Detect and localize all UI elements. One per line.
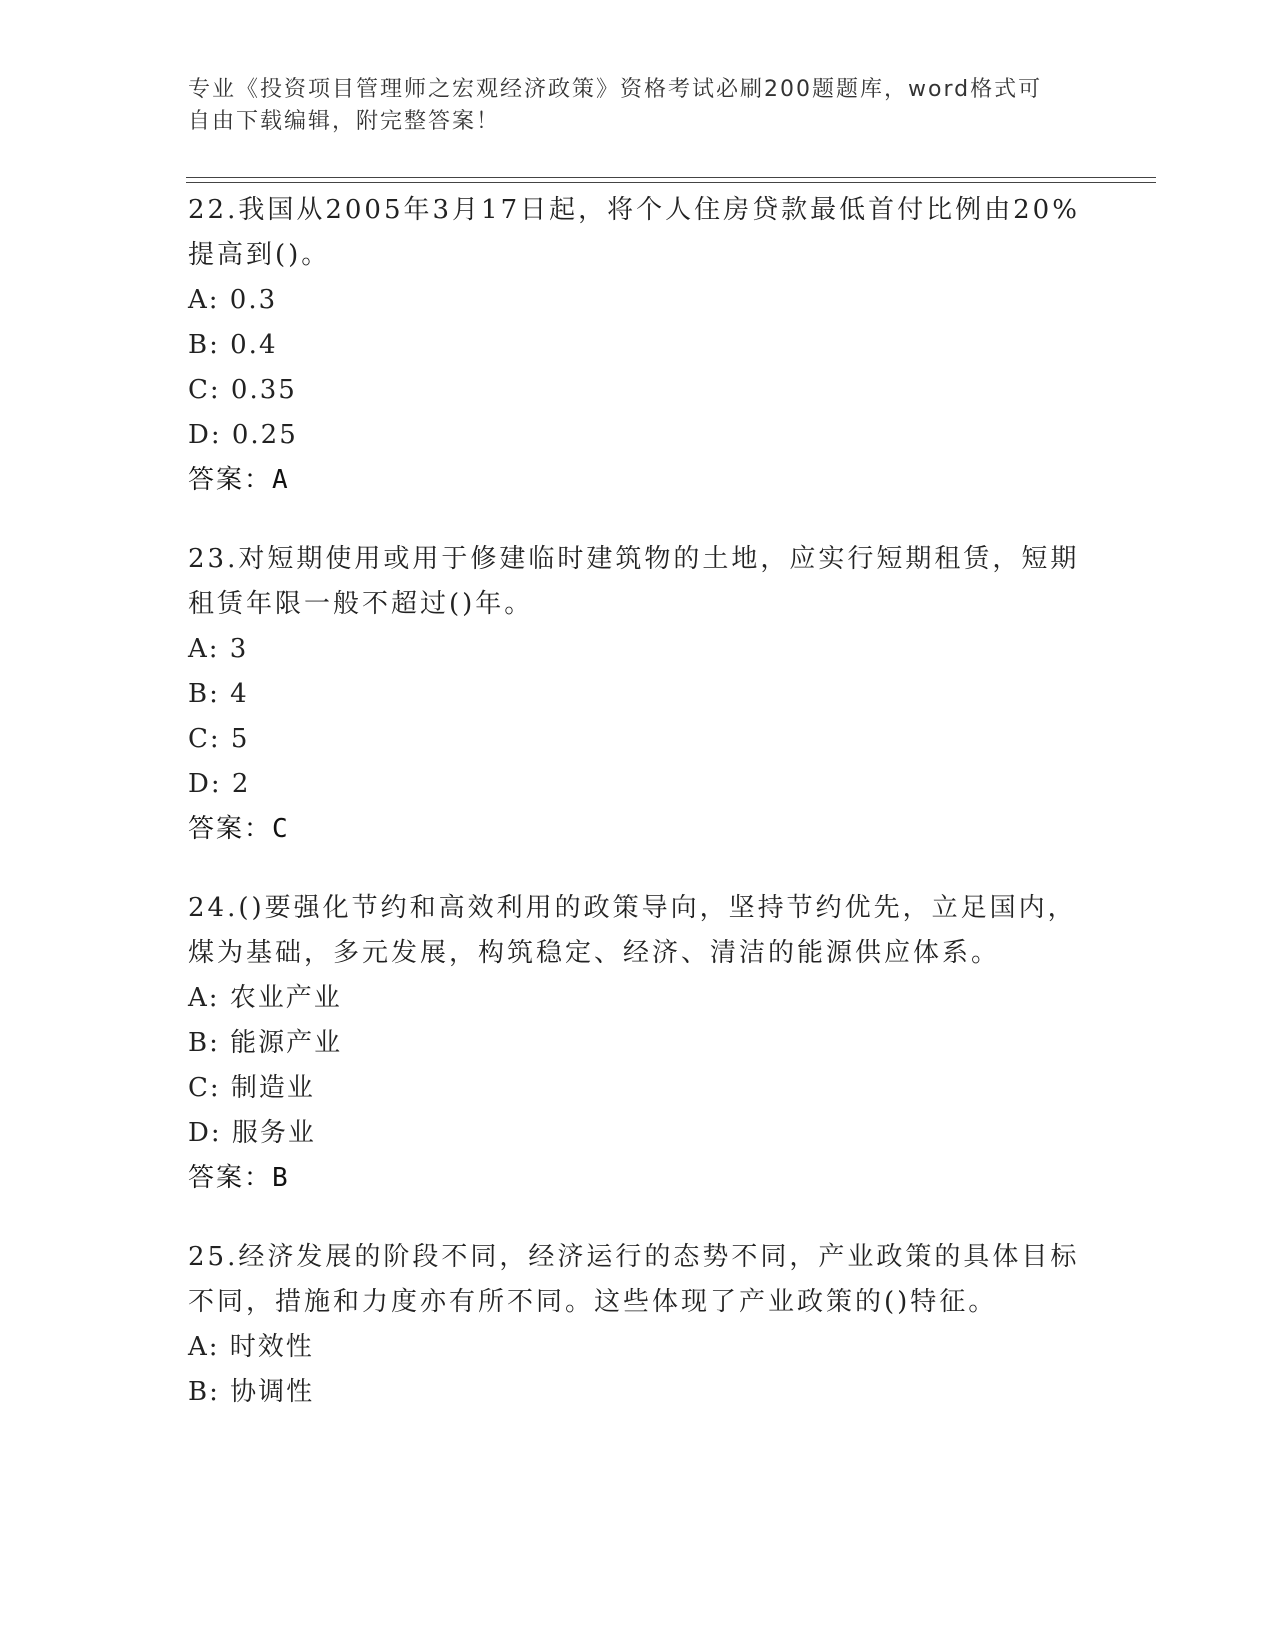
answer-value: C (272, 814, 288, 844)
question-stem-line-1: 24.()要强化节约和高效利用的政策导向，坚持节约优先，立足国内， (188, 893, 1077, 923)
option-d: D: 0.25 (188, 420, 298, 450)
option-d: D: 2 (188, 769, 251, 799)
answer-line (188, 1156, 1088, 1201)
option-a: A: 0.3 (188, 285, 278, 315)
question-stem-line-1: 25.经济发展的阶段不同，经济运行的态势不同，产业政策的具体目标 (188, 1242, 1080, 1272)
option-b: B: 协调性 (188, 1377, 315, 1407)
option-a: A: 农业产业 (188, 983, 342, 1013)
header-line-2: 自由下载编辑，附完整答案！ (188, 109, 501, 134)
option-a: A: 3 (188, 634, 249, 664)
question-stem-line-2: 煤为基础，多元发展，构筑稳定、经济、清洁的能源供应体系。 (188, 938, 1001, 968)
document-header (188, 74, 1068, 138)
header-divider-top (186, 177, 1156, 178)
question-23 (188, 537, 1088, 852)
option-d: D: 服务业 (188, 1118, 316, 1148)
answer-label: 答案： (188, 814, 273, 844)
answer-label: 答案： (188, 1163, 273, 1193)
header-line-1: 专业《投资项目管理师之宏观经济政策》资格考试必刷200题题库，word格式可 (188, 77, 1043, 102)
question-25 (188, 1235, 1088, 1415)
option-b: B: 4 (188, 679, 249, 709)
question-stem-line-2: 租赁年限一般不超过()年。 (188, 589, 534, 619)
question-22 (188, 188, 1088, 503)
answer-value: A (272, 465, 288, 495)
answer-line (188, 807, 1088, 852)
answer-label: 答案： (188, 465, 273, 495)
answer-value: B (272, 1163, 288, 1193)
option-c: C: 5 (188, 724, 250, 754)
question-stem-line-2: 提高到()。 (188, 240, 331, 270)
option-c: C: 制造业 (188, 1073, 315, 1103)
question-24 (188, 886, 1088, 1201)
option-b: B: 0.4 (188, 330, 278, 360)
question-stem-line-1: 23.对短期使用或用于修建临时建筑物的土地，应实行短期租赁，短期 (188, 544, 1080, 574)
header-divider-bottom (186, 182, 1156, 183)
option-a: A: 时效性 (188, 1332, 314, 1362)
option-c: C: 0.35 (188, 375, 297, 405)
answer-line (188, 458, 1088, 503)
question-stem-line-1: 22.我国从2005年3月17日起，将个人住房贷款最低首付比例由20% (188, 195, 1080, 225)
option-b: B: 能源产业 (188, 1028, 343, 1058)
question-stem-line-2: 不同，措施和力度亦有所不同。这些体现了产业政策的()特征。 (188, 1287, 998, 1317)
